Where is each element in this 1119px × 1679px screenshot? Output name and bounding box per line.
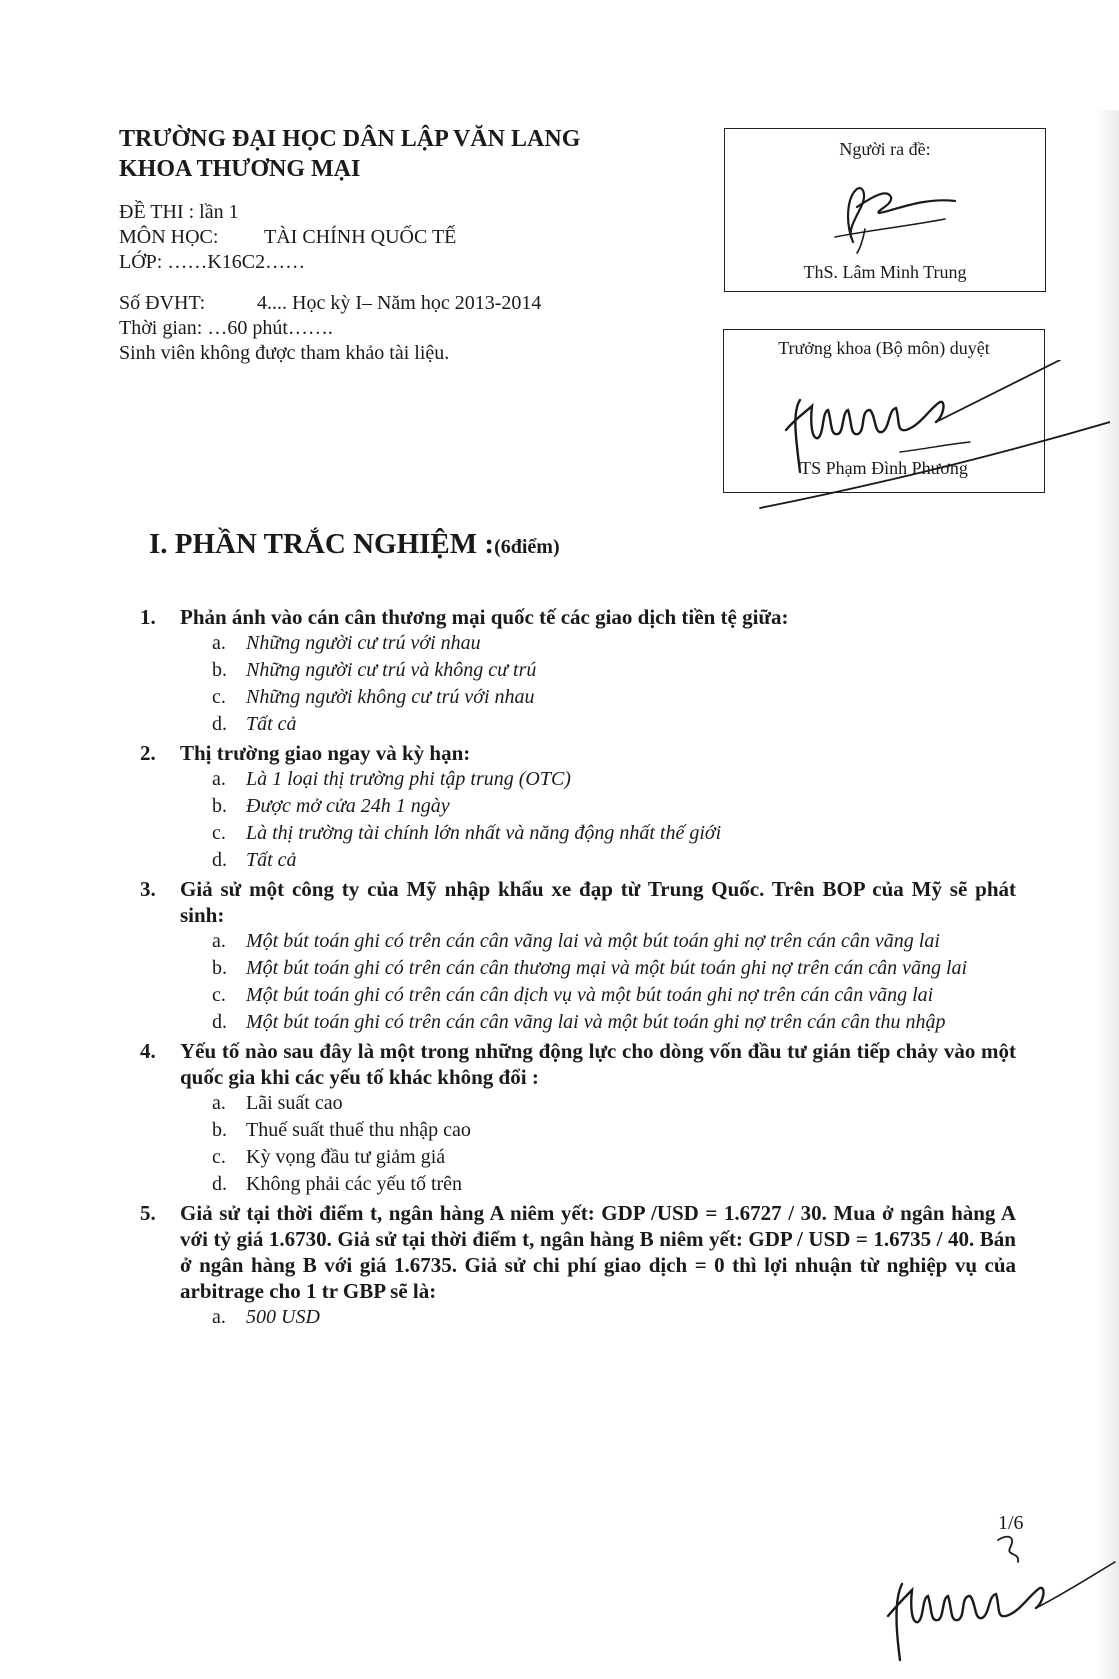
option: c. Một bút toán ghi có trên cán cân dịch vụ và một bút toán ghi nợ trên cán cân vãng lai xyxy=(212,984,934,1006)
subject-label: MÔN HỌC: xyxy=(119,226,219,248)
option: b. Những người cư trú và không cư trú xyxy=(212,659,537,681)
option: c. Kỳ vọng đầu tư giảm giá xyxy=(212,1146,446,1168)
school-name: TRƯỜNG ĐẠI HỌC DÂN LẬP VĂN LANG xyxy=(119,126,581,152)
section-title-text: I. PHẦN TRẮC NGHIỆM : xyxy=(149,528,495,560)
option: a. Là 1 loại thị trường phi tập trung (OTC) xyxy=(212,768,571,790)
question-4 xyxy=(140,1038,1016,1198)
option: c. Là thị trường tài chính lớn nhất và năng động nhất thế giới xyxy=(212,822,722,844)
author-signature xyxy=(805,167,975,257)
dean-signature xyxy=(700,360,1110,520)
question-text: Thị trường giao ngay và kỳ hạn: xyxy=(180,741,471,765)
author-name: ThS. Lâm Minh Trung xyxy=(803,262,967,282)
option: d. Một bút toán ghi có trên cán cân vãng lai và một bút toán ghi nợ trên cán cân thu nhập xyxy=(212,1011,946,1033)
faculty-name: KHOA THƯƠNG MẠI xyxy=(119,156,361,182)
option: a. Một bút toán ghi có trên cán cân vãng lai và một bút toán ghi nợ trên cán cân vãng lai xyxy=(212,930,940,952)
subject-value: TÀI CHÍNH QUỐC TẾ xyxy=(264,226,457,248)
option: d. Tất cả xyxy=(212,713,297,735)
option: d. Không phải các yếu tố trên xyxy=(212,1173,463,1195)
question-number: 2. xyxy=(140,741,156,765)
dean-name: TS Phạm Đình Phương xyxy=(800,458,968,478)
author-box-title: Người ra đề: xyxy=(839,139,931,159)
exam-round: ĐỀ THI : lần 1 xyxy=(119,201,239,223)
time-line: Thời gian: …60 phút……. xyxy=(119,317,333,339)
option: b. Thuế suất thuế thu nhập cao xyxy=(212,1119,471,1141)
question-text: Giả sử tại thời điểm t, ngân hàng A niêm yết: GDP /USD = 1.6727 / 30. Mua ở ngân hàng A với tỷ giá 1.6730. Giả sử tại thời điểm t, ngân hàng B niêm yết: GDP / USD = 1.6735 / 40. Bán ở ngân hàng B với giá 1.6735. Giả sử chi phí giao dịch = 0 thì lợi nhuận từ nghiệp vụ của arbitrage cho 1 tr GBP sẽ là: xyxy=(180,1201,1016,1303)
dean-box-title: Trưởng khoa (Bộ môn) duyệt xyxy=(778,338,990,358)
question-2 xyxy=(140,740,1016,874)
question-list xyxy=(140,602,1016,1331)
no-materials-note: Sinh viên không được tham khảo tài liệu. xyxy=(119,342,450,364)
credits-value: 4.... Học kỳ I– Năm học 2013-2014 xyxy=(257,292,542,314)
subject-line xyxy=(119,225,679,250)
page-number: 1/6 xyxy=(998,1512,1024,1534)
credits-line xyxy=(119,291,679,316)
class-line: LỚP: ……K16C2…… xyxy=(119,251,306,273)
credits-label: Số ĐVHT: xyxy=(119,292,206,314)
option: a. Những người cư trú với nhau xyxy=(212,632,481,654)
section-points: (6điểm) xyxy=(494,536,560,558)
question-1 xyxy=(140,604,1016,738)
question-number: 4. xyxy=(140,1039,156,1063)
question-text: Phản ánh vào cán cân thương mại quốc tế các giao dịch tiền tệ giữa: xyxy=(180,605,789,629)
option: b. Một bút toán ghi có trên cán cân thương mại và một bút toán ghi nợ trên cán cân vãng lai xyxy=(212,957,968,979)
option: c. Những người không cư trú với nhau xyxy=(212,686,535,708)
question-number: 5. xyxy=(140,1201,156,1225)
question-number: 1. xyxy=(140,605,156,629)
option: d. Tất cả xyxy=(212,849,297,871)
question-text: Yếu tố nào sau đây là một trong những động lực cho dòng vốn đầu tư gián tiếp chảy vào một quốc gia khi các yếu tố khác không đổi : xyxy=(180,1039,1016,1089)
option: b. Được mở cửa 24h 1 ngày xyxy=(212,795,450,817)
option: a. 500 USD xyxy=(212,1306,320,1328)
question-3 xyxy=(140,876,1016,1036)
question-text: Giả sử một công ty của Mỹ nhập khẩu xe đạp từ Trung Quốc. Trên BOP của Mỹ sẽ phát sinh: xyxy=(180,877,1016,927)
exam-header xyxy=(119,124,679,366)
page-initial-signature xyxy=(870,1520,1119,1670)
question-5 xyxy=(140,1200,1016,1331)
section-title xyxy=(149,528,560,561)
option: a. Lãi suất cao xyxy=(212,1092,343,1114)
question-number: 3. xyxy=(140,877,156,901)
author-box xyxy=(724,128,1046,292)
scan-edge-shadow xyxy=(1097,110,1119,1679)
